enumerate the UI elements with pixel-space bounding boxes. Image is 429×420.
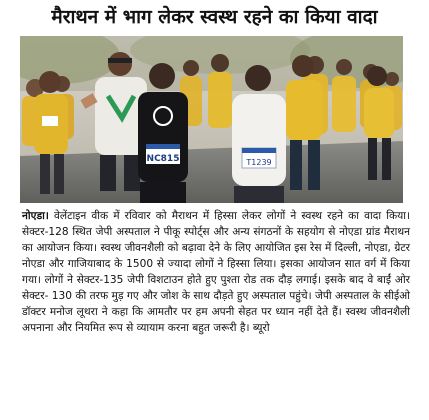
article-body (22, 208, 410, 336)
marathon-photo (20, 36, 403, 203)
bib-number: NC815 (146, 154, 180, 164)
byline: ब्यूरो (252, 322, 270, 334)
bib-number: T1239 (246, 158, 272, 167)
headline: मैराथन में भाग लेकर स्वस्थ रहने का किया वादा (51, 6, 378, 28)
dateline: नोएडा। (22, 210, 49, 222)
article-text: वेलेंटाइन वीक में रविवार को मैराथन में हिस्सा लेकर लोगों ने स्वस्थ रहने का वादा किया। सेक्टर-128 स्थित जेपी अस्पताल ने पीकू स्पोर्ट्स और अन्य संगठनों के सहयोग से नोएडा ग्रांड मैराथन का आयोजन किया। स्वस्थ जीवनशैली को बढ़ावा देने के लिए आयोजित इस रेस में दिल्ली, नोएडा, ग्रेटर नोएडा और गाजियाबाद के 1500 से ज्यादा लोगों ने हिस्सा लिया। इसका आयोजन सात वर्ग में किया गया। लोगों ने सेक्टर-135 जेपी विशटाउन होते हुए पुश्ता रोड तक दौड़ लगाई। इसके बाद वे बाईं ओर सेक्टर- 130 की तरफ मुड़ गए और जोश के साथ दौड़ते हुए अस्पताल पहुंचे। जेपी अस्पताल के सीईओ डॉक्टर मनोज लूथरा ने कहा कि आमतौर पर हम अपनी सेहत पर ध्यान नहीं देते हैं। स्वस्थ जीवनशैली अपनाना और नियमित रूप से व्यायाम करना बहुत जरूरी है। (22, 210, 410, 334)
